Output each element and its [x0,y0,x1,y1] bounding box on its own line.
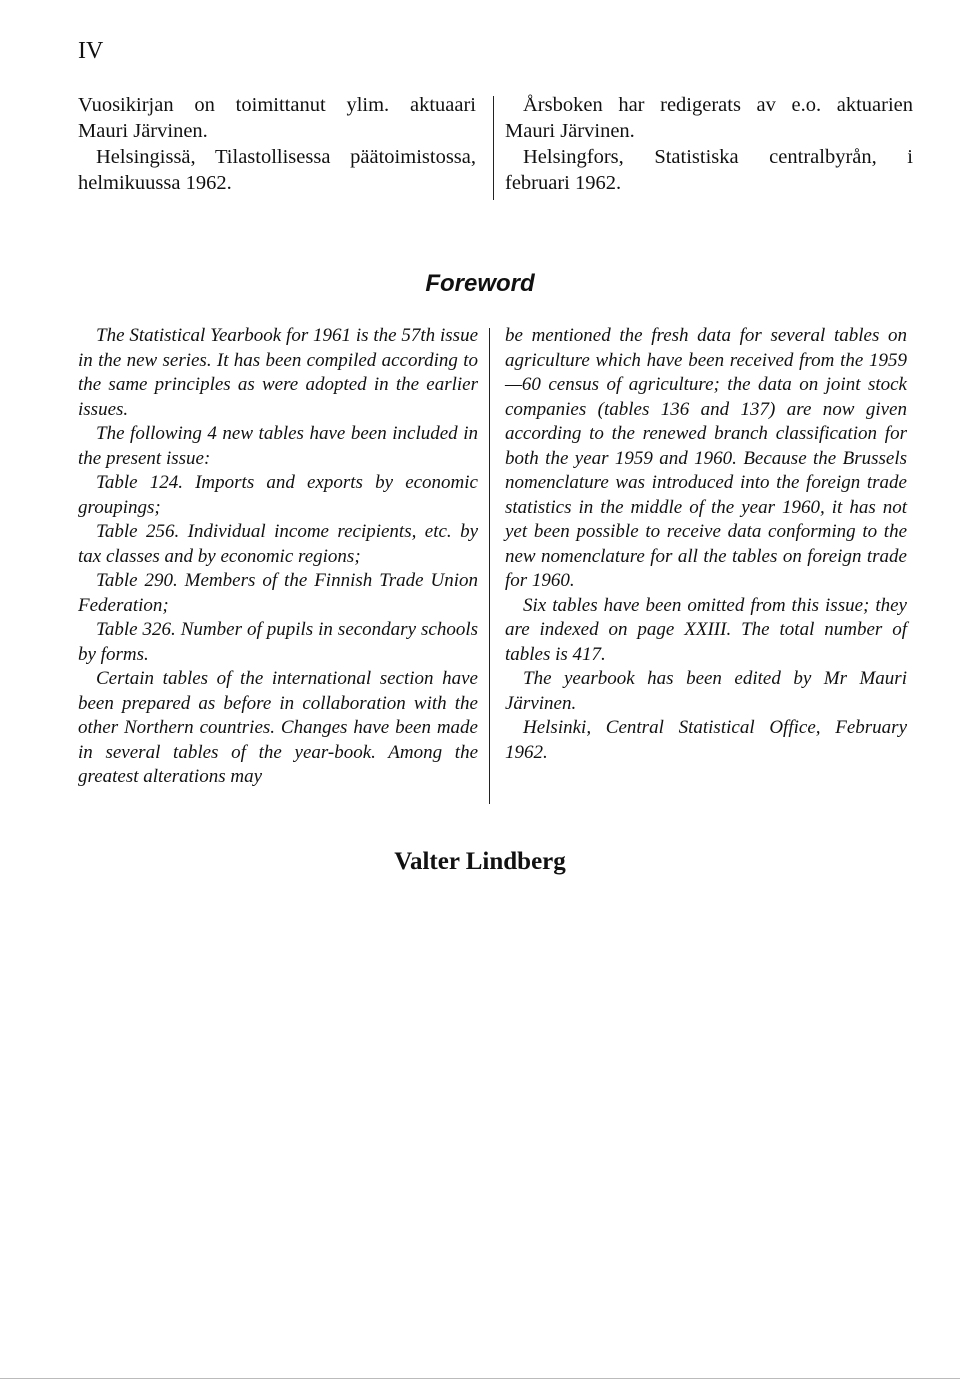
preface-finnish [78,92,476,196]
preface-swedish-line: februari 1962. [505,172,622,194]
preface-swedish-line: Helsingfors, Statistiska centralbyrån, i [523,146,913,168]
signature: Valter Lindberg [394,848,566,875]
table-entry: Table 290. Members of the Finnish Trade Union Federation; [78,570,478,616]
foreword-paragraph: Six tables have been omitted from this issue; they are indexed on page XXIII. The total number of tables is 417. [505,594,907,665]
foreword-paragraph: The yearbook has been edited by Mr Mauri Järvinen. [505,668,907,714]
preface-swedish-line: Mauri Järvinen. [505,120,635,142]
preface-finnish-line: Mauri Järvinen. [78,120,208,142]
column-divider-top [493,96,494,200]
foreword-right-column [505,324,907,765]
foreword-paragraph: Certain tables of the international section have been prepared as before in collaboration with the other Northern countries. Changes have been made in several tables of the year-book. Among the greatest alterations may [78,668,478,787]
preface-swedish-line: Årsboken har redigerats av e.o. aktuarien [523,94,913,116]
column-divider-body [489,328,490,804]
foreword-paragraph: be mentioned the fresh data for several tables on agriculture which have been received from the 1959—60 census of agriculture; the data on joint stock companies (tables 136 and 137) are now given according to the renewed branch classification for both the year 1959 and 1960. Because the Brussels nomenclature was introduced into the foreign trade statistics in the middle of the year 1960, it has not yet been possible to receive data conforming to the new nomenclature for all the tables on foreign trade for 1960. [505,325,907,591]
preface-finnish-line: helmikuussa 1962. [78,172,232,194]
preface-finnish-line: Helsingissä, Tilastollisessa päätoimistossa, [96,146,476,168]
page-number: IV [78,38,104,64]
table-entry: Table 256. Individual income recipients, etc. by tax classes and by economic regions; [78,521,478,567]
foreword-paragraph: The Statistical Yearbook for 1961 is the 57th issue in the new series. It has been compiled according to the same principles as were adopted in the earlier issues. [78,325,478,420]
foreword-paragraph: The following 4 new tables have been included in the present issue: [78,423,478,469]
preface-swedish [505,92,913,196]
foreword-left-column [78,324,478,790]
preface-finnish-line: Vuosikirjan on toimittanut ylim. aktuaari [78,94,476,116]
scan-edge-line [0,1378,960,1379]
table-entry: Table 326. Number of pupils in secondary schools by forms. [78,619,478,665]
foreword-paragraph: Helsinki, Central Statistical Office, February 1962. [505,717,907,763]
foreword-heading: Foreword [425,270,535,297]
table-entry: Table 124. Imports and exports by economic groupings; [78,472,478,518]
